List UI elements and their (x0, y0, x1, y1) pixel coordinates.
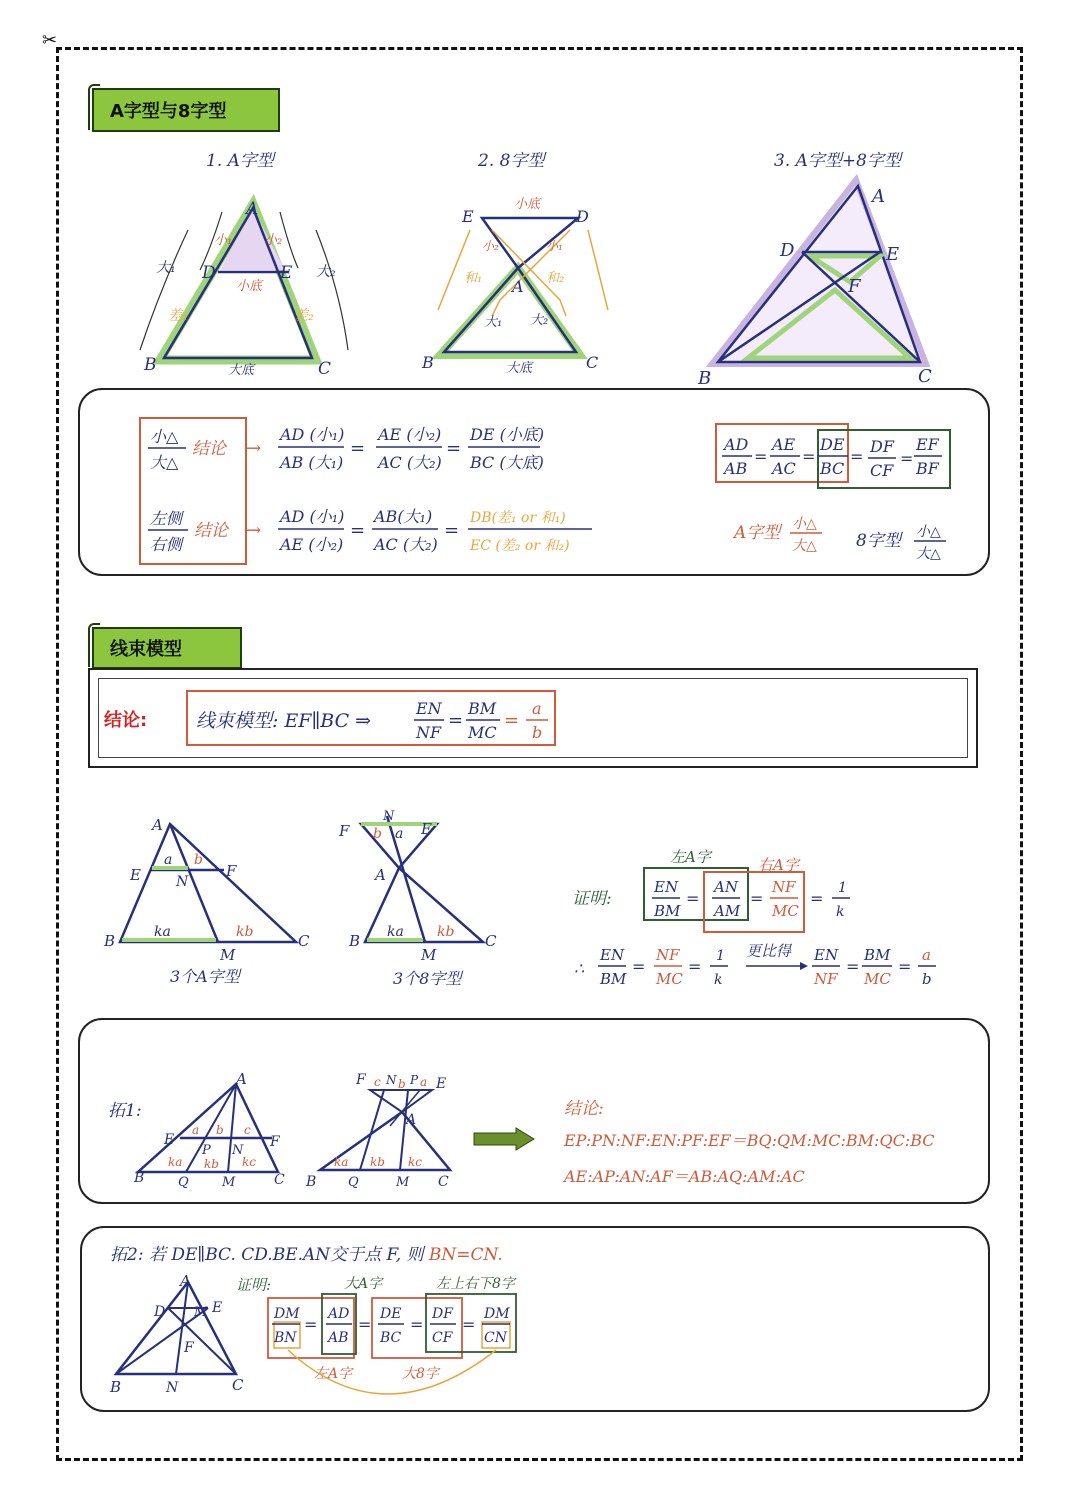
e2-label-E: E (212, 1300, 223, 1316)
e1a-label-Q: Q (178, 1175, 189, 1190)
svg-text:=: = (810, 889, 824, 908)
row2-f3-num: DB(差₁ or 和₁) (470, 510, 566, 526)
bfb-label-kb: kb (437, 924, 455, 940)
svg-text:=: = (754, 447, 768, 466)
row1-f1-den: AB (大₁) (280, 453, 344, 472)
p4-num: 1 (838, 880, 847, 896)
svg-text:=: = (898, 957, 912, 976)
row1-left-num: 小△ (150, 427, 179, 446)
ext1-conclusion-label: 结论: (564, 1099, 604, 1119)
e1a-label-M: M (222, 1175, 236, 1190)
svg-text:=: = (688, 957, 702, 976)
caption-2: 2. 8字型 (478, 151, 545, 171)
ext1-figure-b (304, 1066, 464, 1190)
row1-f3-num: DE (小底) (470, 425, 545, 444)
p2-num: AN (714, 878, 738, 896)
q1-den: BM (600, 970, 627, 988)
e-type-den: 大△ (916, 546, 941, 562)
p4-den: k (836, 904, 845, 920)
fig1-label-smallbase: 小底 (236, 279, 263, 294)
r2-num: BM (864, 946, 891, 964)
bfb-label-F: F (339, 822, 350, 840)
a-type-label: A字型 (734, 523, 781, 543)
section-tag-bundle (92, 627, 242, 669)
e2-f5-num: DM (484, 1306, 510, 1322)
section-tag-bundle-text: 线束模型 (110, 639, 182, 660)
svg-text:=: = (350, 438, 366, 459)
bfb-label-E: E (421, 820, 432, 838)
row1-f2-den: AC (大₂) (378, 453, 442, 472)
bfb-label-b: b (373, 826, 382, 842)
bfa-label-M: M (220, 946, 236, 964)
fig1-label-diff2: 差₂ (294, 308, 314, 324)
q3-den: k (714, 972, 723, 988)
e1a-label-kc: kc (242, 1155, 256, 1169)
svg-text:=: = (850, 447, 864, 466)
bfa-label-E: E (130, 866, 141, 884)
bfa-label-a: a (164, 852, 173, 868)
section-tag-a8 (92, 88, 280, 132)
r1-den: NF (814, 970, 838, 988)
bfa-label-A: A (152, 816, 163, 834)
e1a-label-P: P (202, 1143, 211, 1158)
right-f1-num: AD (724, 435, 749, 454)
ext1-figure-a (128, 1066, 303, 1190)
fig2-label-E: E (462, 207, 474, 226)
ext2-title-post: BN=CN. (428, 1245, 503, 1265)
e1a-label-b: b (216, 1123, 224, 1137)
e2-label-B: B (110, 1378, 122, 1396)
fig1-label-diff1: 差₁ (168, 308, 188, 324)
e-type-num: 小△ (916, 524, 941, 540)
bundle-f3-den: b (532, 723, 543, 742)
e1a-label-kb: kb (204, 1157, 219, 1171)
e1b-label-E: E (436, 1076, 447, 1092)
fig3-label-D: D (780, 240, 795, 261)
bfb-label-C: C (485, 932, 497, 950)
figure-a8-shape (690, 172, 950, 392)
caption-3: 3. A字型+8字型 (774, 151, 901, 171)
r1-num: EN (814, 946, 839, 964)
bfa-label-B: B (104, 932, 116, 950)
e1b-label-B: B (306, 1174, 317, 1190)
e2-f3-den: BC (380, 1330, 402, 1346)
e2-f1-den: BN (274, 1330, 297, 1346)
e2-f4-num: DF (432, 1306, 453, 1322)
e2-big-a: 大A字 (344, 1276, 383, 1292)
fig2-label-small1: 小₁ (546, 239, 563, 253)
e1b-label-a: a (420, 1075, 428, 1089)
e2-f4-den: CF (432, 1330, 453, 1346)
fig2-label-big1: 大₁ (484, 315, 503, 330)
fig3-label-A: A (872, 186, 885, 207)
e1b-label-M: M (396, 1175, 410, 1190)
e2-f2-num: AD (328, 1306, 350, 1322)
a-type-den: 大△ (792, 538, 817, 554)
fig2-label-big2: 大₂ (530, 313, 549, 328)
e1b-label-kc: kc (408, 1155, 422, 1169)
bfa-label-C: C (298, 932, 310, 950)
row2-f1-den: AE (小₂) (280, 535, 344, 554)
r2-den: MC (864, 970, 891, 988)
fig2-label-bigbase: 大底 (506, 361, 533, 376)
right-f5-num: EF (916, 435, 939, 454)
svg-text:=: = (446, 438, 462, 459)
bfa-label-F: F (226, 862, 237, 880)
p1-num: EN (654, 878, 679, 896)
svg-text:=: = (750, 889, 764, 908)
proof-left-a: 左A字 (670, 848, 711, 866)
figure-8-shape (410, 190, 620, 385)
p2-den: AM (714, 902, 741, 920)
e1b-label-N: N (386, 1073, 397, 1087)
e1a-label-A: A (236, 1070, 247, 1088)
fig2-label-sum2: 和₂ (546, 271, 565, 286)
fig1-label-big1: 大₁ (156, 260, 176, 276)
svg-text:=: = (358, 1315, 372, 1334)
e1b-label-C: C (438, 1174, 449, 1190)
ext2-title-pre: 拓2: 若 DE∥BC. CD.BE.AN交于点 F, 则 (110, 1245, 429, 1265)
e2-label-N: N (166, 1380, 179, 1396)
e1b-label-P: P (410, 1073, 419, 1087)
e1b-label-kb: kb (370, 1155, 385, 1169)
bfa-caption: 3个A字型 (170, 967, 240, 986)
e-type-label: 8字型 (856, 531, 901, 551)
svg-text:=: = (350, 520, 366, 541)
swap-text: 更比得 (746, 942, 792, 960)
e1a-label-c: c (244, 1123, 251, 1137)
p3-den: MC (772, 902, 799, 920)
q2-num: NF (656, 946, 680, 964)
svg-text:=: = (900, 449, 914, 468)
bundle-f1-num: EN (416, 699, 442, 718)
e1a-label-B: B (134, 1170, 145, 1186)
p1-den: BM (654, 902, 681, 920)
bfb-label-A: A (375, 866, 386, 884)
e1b-label-c: c (374, 1075, 381, 1089)
fig2-label-A: A (512, 277, 524, 296)
svg-text:→: → (246, 438, 262, 459)
e1b-label-ka: ka (334, 1155, 349, 1169)
fig1-label-small2: 小₂ (264, 233, 283, 248)
bfb-label-a: a (395, 826, 404, 842)
conclusion-formulas-1 (130, 410, 600, 570)
right-arrow-icon (470, 1126, 540, 1152)
e2-f2-den: AB (328, 1330, 349, 1346)
e1b-label-b: b (398, 1077, 406, 1091)
bundle-model-text: 线束模型: EF∥BC ⇒ (196, 710, 372, 732)
bfa-label-b: b (194, 852, 203, 868)
svg-text:=: = (304, 1315, 318, 1334)
svg-text:=: = (802, 447, 816, 466)
fig3-label-C: C (918, 366, 932, 387)
e1b-label-Q: Q (348, 1175, 359, 1190)
fig1-label-small1: 小₁ (214, 233, 233, 248)
e2-label-D: D (154, 1304, 166, 1320)
right-f3-num: DE (820, 435, 845, 454)
therefore-symbol: ∴ (574, 959, 585, 978)
q3-num: 1 (716, 948, 725, 964)
svg-text:=: = (448, 710, 464, 731)
ext1-label: 拓1: (108, 1101, 142, 1121)
e2-label-C: C (232, 1376, 244, 1394)
bfa-label-N: N (176, 874, 189, 890)
q1-num: EN (600, 946, 625, 964)
svg-text:=: = (632, 957, 646, 976)
a-type-num: 小△ (792, 516, 817, 532)
fig1-label-A: A (246, 199, 259, 219)
fig1-label-C: C (318, 359, 332, 379)
e2-lr8: 左上右下8字 (436, 1276, 515, 1292)
bundle-f3-num: a (532, 699, 542, 718)
e1a-label-a: a (192, 1123, 200, 1137)
svg-text:→: → (246, 520, 262, 541)
row1-f2-num: AE (小₂) (378, 425, 442, 444)
scissors-icon: ✂ (42, 30, 58, 51)
row2-left-num: 左侧 (150, 509, 183, 528)
e1b-label-F: F (356, 1072, 366, 1088)
fig3-label-B: B (698, 368, 712, 389)
bundle-f2-den: MC (468, 723, 497, 742)
right-f1-den: AB (724, 459, 748, 478)
bfb-caption: 3个8字型 (393, 969, 462, 988)
e1a-label-ka: ka (168, 1155, 183, 1169)
bundle-proof (566, 840, 956, 1000)
row2-f2-den: AC (大₂) (374, 535, 438, 554)
e2-proof-label: 证明: (236, 1276, 272, 1294)
row2-left-den: 右侧 (150, 535, 183, 554)
bfa-label-kb: kb (236, 924, 254, 940)
bfb-label-N: N (383, 809, 395, 824)
ext2-title (110, 1240, 503, 1265)
fig1-label-bigbase: 大底 (228, 363, 255, 378)
fig2-label-D: D (576, 207, 589, 226)
e1a-label-C: C (274, 1172, 285, 1188)
right-f4-den: CF (870, 461, 894, 480)
bfb-label-ka: ka (387, 924, 404, 940)
proof-label: 证明: (572, 889, 612, 909)
e2-f3-num: DE (380, 1306, 402, 1322)
ext2-proof (234, 1268, 534, 1418)
svg-text:=: = (504, 710, 520, 731)
row2-f2-num: AB(大₁) (374, 507, 433, 526)
bundle-f1-den: NF (416, 723, 442, 742)
bundle-figure-a (100, 814, 320, 994)
row1-word: 结论 (192, 439, 226, 459)
row2-word: 结论 (194, 521, 228, 541)
figure-a-shape (130, 190, 360, 385)
e2-label-F: F (184, 1340, 194, 1356)
fig2-label-C: C (586, 353, 599, 372)
svg-text:=: = (686, 889, 700, 908)
fig2-label-sum1: 和₁ (464, 271, 483, 286)
row1-f1-num: AD (小₁) (280, 425, 345, 444)
ext1-line2: AE:AP:AN:AF＝AB:AQ:AM:AC (564, 1167, 805, 1186)
e1a-label-F: F (270, 1134, 280, 1150)
fig1-label-D: D (202, 263, 216, 283)
e2-label-M: M (194, 1305, 208, 1320)
row2-f1-num: AD (小₁) (280, 507, 345, 526)
bundle-f2-num: BM (468, 699, 497, 718)
svg-text:=: = (846, 957, 860, 976)
q2-den: MC (656, 970, 683, 988)
right-f4-num: DF (870, 437, 894, 456)
e2-label-A: A (180, 1272, 191, 1290)
section-tag-text: A字型与8字型 (110, 101, 227, 122)
caption-1: 1. A字型 (206, 151, 274, 171)
conclusion-formulas-right (710, 418, 960, 568)
right-f2-num: AE (772, 435, 796, 454)
bfb-label-B: B (349, 932, 361, 950)
svg-text:=: = (410, 1315, 424, 1334)
row2-f3-den: EC (差₂ or 和₂) (470, 538, 570, 554)
r3-num: a (922, 946, 931, 964)
bfa-label-ka: ka (154, 924, 171, 940)
right-f5-den: BF (916, 459, 939, 478)
right-f2-den: AC (772, 459, 796, 478)
right-f3-den: BC (820, 459, 845, 478)
ext1-line1: EP:PN:NF:EN:PF:EF＝BQ:QM:MC:BM:QC:BC (564, 1131, 935, 1150)
proof-right-a: 右A字 (758, 856, 799, 874)
row1-f3-den: BC (大底) (470, 453, 544, 472)
fig3-label-F: F (848, 276, 861, 297)
fig2-label-small2: 小₂ (482, 239, 499, 253)
bundle-formula (410, 694, 555, 744)
e2-big8: 大8字 (402, 1366, 439, 1382)
fig1-label-big2: 大₂ (316, 264, 336, 280)
fig1-label-E: E (280, 263, 293, 283)
e1a-label-E: E (164, 1132, 175, 1148)
row1-left-den: 大△ (150, 453, 179, 472)
fig3-label-E: E (886, 244, 900, 265)
e1b-label-A: A (406, 1112, 417, 1128)
e1a-label-N: N (232, 1143, 244, 1158)
bfb-label-M: M (421, 946, 437, 964)
p3-num: NF (772, 878, 796, 896)
fig1-label-B: B (144, 355, 157, 375)
e2-f1-num: DM (274, 1306, 300, 1322)
svg-text:=: = (462, 1315, 476, 1334)
bundle-conclusion-label: 结论: (104, 710, 148, 731)
fig2-label-B: B (422, 353, 434, 372)
e2-left-a: 左A字 (314, 1366, 353, 1382)
ext2-figure (104, 1268, 254, 1400)
fig2-label-small: 小底 (514, 197, 541, 212)
e2-f5-den: CN (484, 1330, 507, 1346)
svg-text:=: = (444, 520, 460, 541)
bundle-figure-b (335, 808, 505, 994)
r3-den: b (922, 970, 932, 988)
